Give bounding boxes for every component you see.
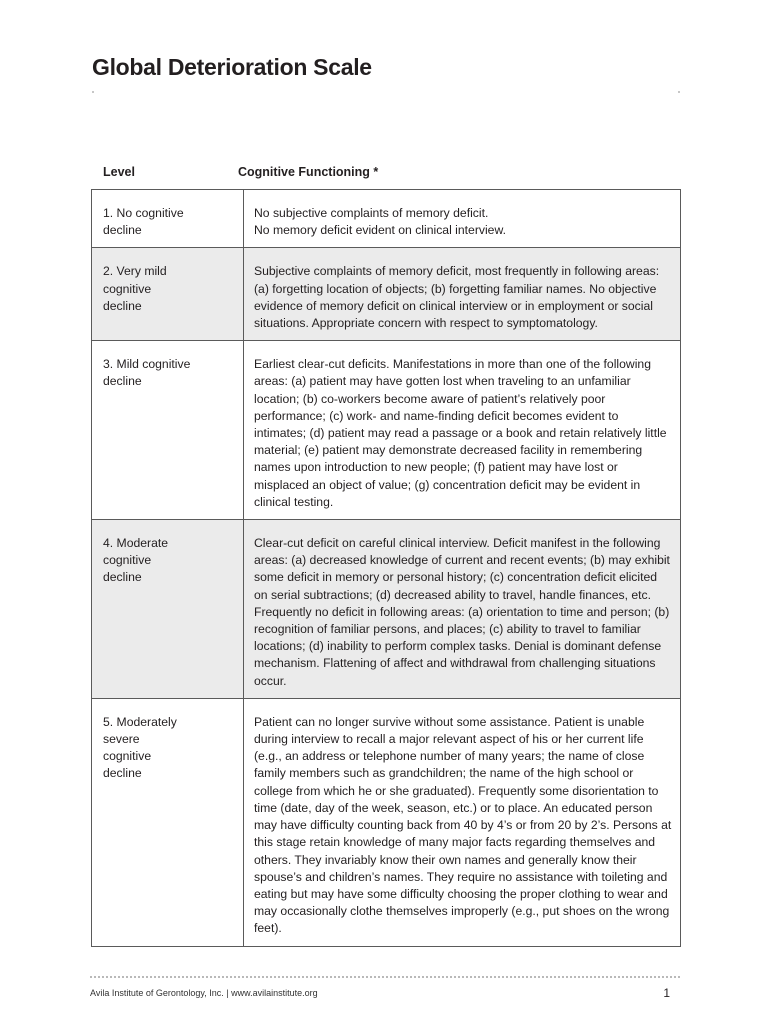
table-row xyxy=(92,698,681,946)
level-cell xyxy=(92,698,244,946)
level-label: 4. Moderate cognitive decline xyxy=(103,536,169,585)
page-title: Global Deterioration Scale xyxy=(92,54,372,80)
level-cell xyxy=(92,520,244,699)
level-description: Subjective complaints of memory deficit, most frequently in following areas: (a) forgetting location of objects; (b) forgetting familiar names. No objective evidence of memory deficit on clinical interview or in employment or social situations. Appropriate concern with respect to symptomatology. xyxy=(254,264,660,331)
level-cell xyxy=(92,190,244,248)
level-cell xyxy=(92,341,244,520)
description-cell xyxy=(244,190,681,248)
level-label: 1. No cognitive decline xyxy=(103,206,184,238)
level-label: 2. Very mild cognitive decline xyxy=(103,264,167,313)
footer-credit: Avila Institute of Gerontology, Inc. | www.avilainstitute.org xyxy=(90,988,318,998)
page-number: 1 xyxy=(663,986,670,1000)
level-label: 5. Moderately severe cognitive decline xyxy=(103,714,177,781)
description-cell xyxy=(244,248,681,341)
table-row xyxy=(92,341,681,520)
level-description: Patient can no longer survive without some assistance. Patient is unable during interview to recall a major relevant aspect of his or her current life (e.g., an address or telephone number of many years; the name of close family members such as grandchildren; the name of the high school or college from which he or she graduated). Frequently some disorientation to time (date, day of the week, season, etc.) or to place. An educated person may have difficulty counting back from 40 by 4’s or from 20 by 2’s. Persons at this stage retain knowledge of many major facts regarding themselves and others. They invariably know their own names and generally know their spouse’s and children’s names. They require no assistance with toileting and eating but may have some difficulty choosing the proper clothing to wear and may occasionally clothe themselves improperly (e.g., put shoes on the wrong feet). xyxy=(254,714,672,936)
level-description: Clear-cut deficit on careful clinical interview. Deficit manifest in the following areas: (a) decreased knowledge of current and recent events; (b) may exhibit some deficit in memory or personal history; (c) concentration deficit elicited on serial subtractions; (d) decreased ability to travel, handle finances, etc. Frequently no deficit in following areas: (a) orientation to time and person; (b) recognition of familiar persons, and places; (c) ability to travel to familiar locations; (d) inability to perform complex tasks. Denial is dominant defense mechanism. Flattening of affect and withdrawal from challenging situations occur. xyxy=(254,536,670,688)
level-cell xyxy=(92,248,244,341)
table-row xyxy=(92,248,681,341)
column-header-cognitive-functioning: Cognitive Functioning * xyxy=(238,165,379,179)
table-row xyxy=(92,520,681,699)
description-cell xyxy=(244,698,681,946)
level-description: Earliest clear-cut deficits. Manifestations in more than one of the following areas: (a) patient may have gotten lost when traveling to an unfamiliar location; (b) co-workers become aware of patient’s relatively poor performance; (c) work- and name-finding deficit becomes evident to intimates; (d) patient may read a passage or a book and retain relatively little material; (e) patient may demonstrate decreased facility in remembering names upon introduction to new people; (f) patient may have lost or misplaced an object of value; (g) concentration deficit may be evident in clinical testing. xyxy=(254,357,667,509)
description-cell xyxy=(244,520,681,699)
column-header-level: Level xyxy=(103,165,135,179)
deterioration-scale-table xyxy=(91,189,681,947)
table-row xyxy=(92,190,681,248)
description-cell xyxy=(244,341,681,520)
level-description: No subjective complaints of memory deficit. No memory deficit evident on clinical interview. xyxy=(254,206,506,238)
footer-divider xyxy=(90,976,680,978)
level-label: 3. Mild cognitive decline xyxy=(103,357,191,389)
